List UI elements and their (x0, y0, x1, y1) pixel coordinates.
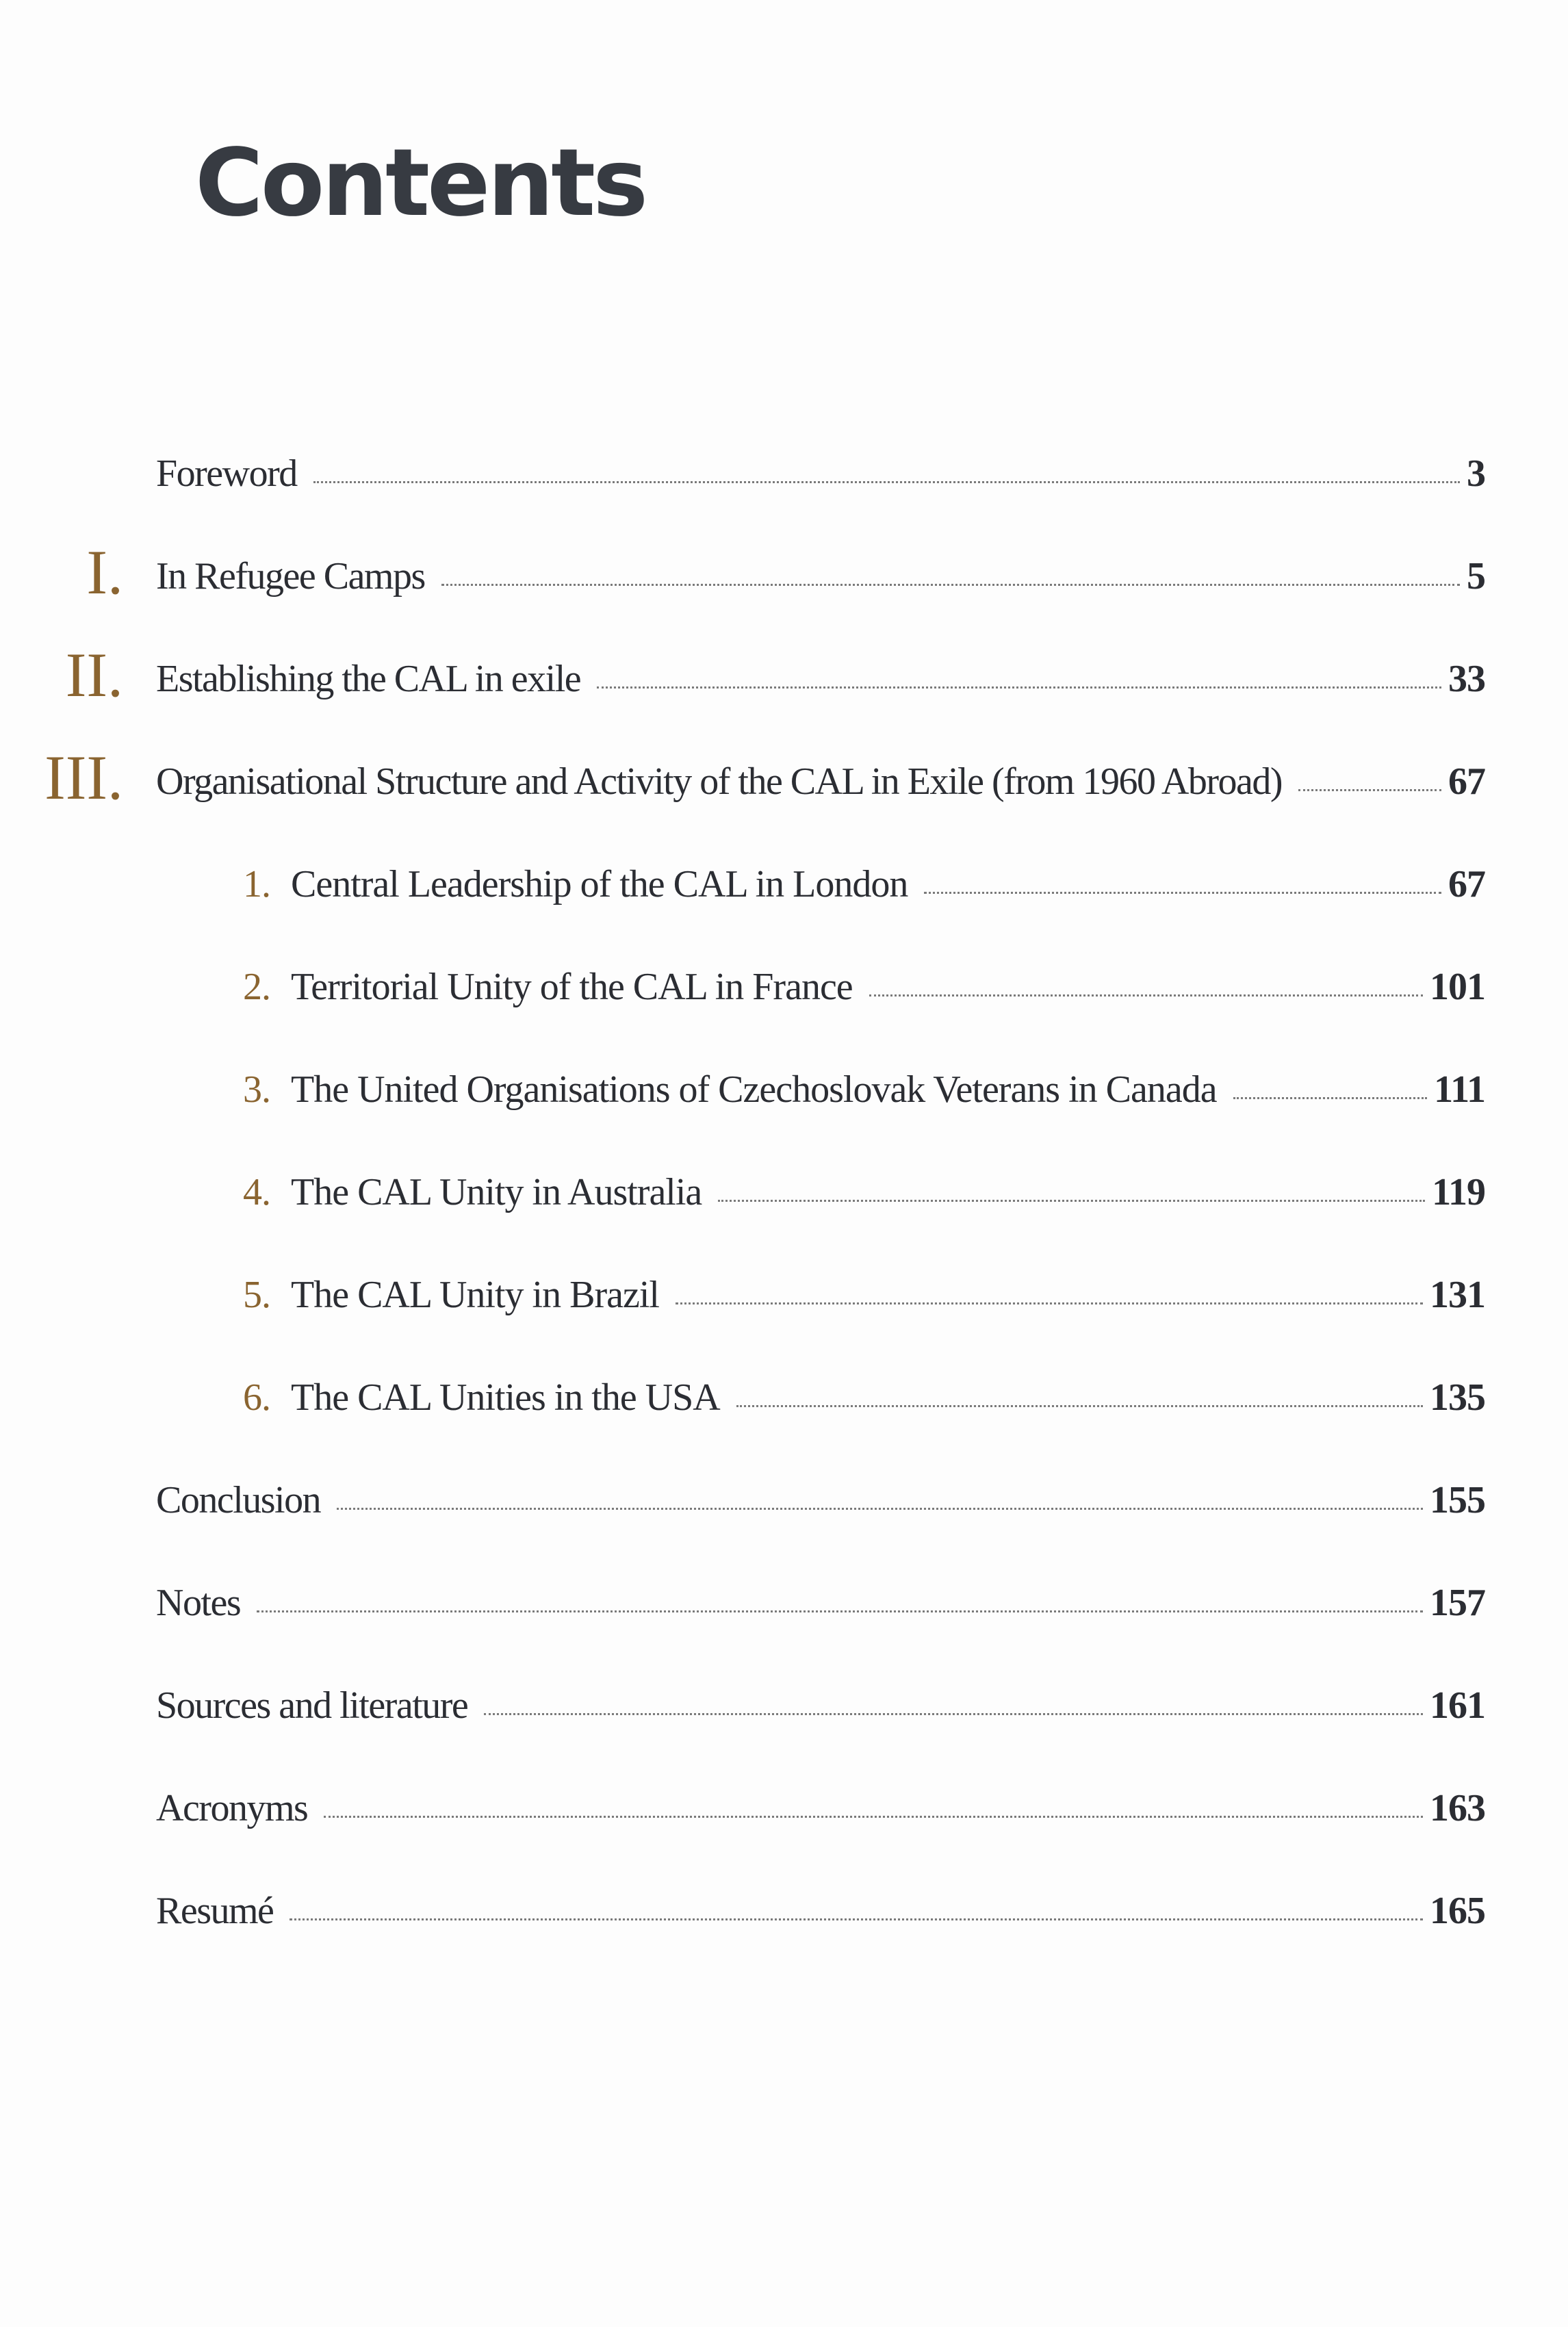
toc-entry-chapter-1[interactable] (156, 554, 1485, 598)
dot-leader (676, 1302, 1423, 1304)
toc-entry-foreword[interactable] (156, 452, 1485, 496)
toc-page-number: 67 (1448, 760, 1485, 803)
dot-leader (597, 686, 1441, 689)
toc-page-number: 3 (1467, 452, 1485, 495)
toc-entry-sources[interactable] (156, 1684, 1485, 1727)
toc-entry-chapter-3[interactable] (156, 760, 1485, 803)
dot-leader (313, 481, 1460, 483)
toc-entry-label: The CAL Unity in Brazil (291, 1274, 659, 1316)
dot-leader (257, 1610, 1423, 1612)
subentry-number: 5. (243, 1274, 270, 1316)
toc-page-number: 101 (1430, 966, 1485, 1008)
toc-entry-label: In Refugee Camps (156, 555, 425, 597)
page-title: Contents (195, 129, 646, 237)
toc-entry-label: Foreword (156, 452, 297, 495)
toc-page-number: 165 (1430, 1890, 1485, 1932)
dot-leader (736, 1405, 1423, 1407)
toc-entry-label: The United Organisations of Czechoslovak Veterans in Canada (291, 1068, 1217, 1111)
subentry-number: 3. (243, 1068, 270, 1111)
toc-page-number: 111 (1434, 1068, 1485, 1111)
toc-entry-label: Notes (156, 1582, 241, 1624)
toc-entry-acronyms[interactable] (156, 1786, 1485, 1830)
subentry-number: 4. (243, 1171, 270, 1213)
toc-entry-conclusion[interactable] (156, 1478, 1485, 1522)
subentry-number: 6. (243, 1376, 270, 1419)
toc-page-number: 157 (1430, 1582, 1485, 1624)
toc-entry-resume[interactable] (156, 1889, 1485, 1933)
chapter-numeral: III. (44, 743, 123, 812)
dot-leader (1298, 789, 1441, 791)
chapter-numeral: II. (65, 640, 123, 710)
toc-subentry-3[interactable] (243, 1068, 1485, 1111)
dot-leader (1233, 1097, 1428, 1099)
toc-entry-label: Sources and literature (156, 1684, 468, 1727)
toc-entry-label: Central Leadership of the CAL in London (291, 863, 908, 905)
toc-entry-label: The CAL Unity in Australia (291, 1171, 702, 1213)
toc-entry-label: Territorial Unity of the CAL in France (291, 966, 853, 1008)
toc-page-number: 155 (1430, 1479, 1485, 1521)
toc-entry-label: The CAL Unities in the USA (291, 1376, 720, 1419)
toc-page-number: 33 (1448, 658, 1485, 700)
toc-entry-chapter-2[interactable] (156, 657, 1485, 701)
subentry-number: 2. (243, 966, 270, 1008)
toc-subentry-1[interactable] (243, 862, 1485, 906)
toc-page-number: 163 (1430, 1787, 1485, 1829)
toc-page-number: 131 (1430, 1274, 1485, 1316)
dot-leader (869, 994, 1423, 997)
toc-subentry-5[interactable] (243, 1273, 1485, 1317)
toc-entry-label: Acronyms (156, 1787, 308, 1829)
chapter-numeral: I. (86, 537, 123, 607)
toc-subentry-6[interactable] (243, 1376, 1485, 1419)
toc-entry-label: Establishing the CAL in exile (156, 658, 581, 700)
dot-leader (324, 1816, 1423, 1818)
toc-page-number: 67 (1448, 863, 1485, 905)
toc-page-number: 135 (1430, 1376, 1485, 1419)
toc-subentry-2[interactable] (243, 965, 1485, 1009)
toc-entry-label: Organisational Structure and Activity of the CAL in Exile (from 1960 Abroad) (156, 760, 1282, 803)
dot-leader (337, 1508, 1423, 1510)
toc-entry-label: Conclusion (156, 1479, 321, 1521)
toc-entry-notes[interactable] (156, 1581, 1485, 1625)
dot-leader (924, 892, 1441, 894)
dot-leader (484, 1713, 1423, 1715)
dot-leader (290, 1918, 1423, 1920)
dot-leader (718, 1200, 1425, 1202)
toc-page-number: 161 (1430, 1684, 1485, 1727)
subentry-number: 1. (243, 863, 270, 905)
toc-page-number: 119 (1432, 1171, 1485, 1213)
toc-entry-label: Resumé (156, 1890, 274, 1932)
toc-subentry-4[interactable] (243, 1170, 1485, 1214)
dot-leader (441, 584, 1460, 586)
toc-page-number: 5 (1467, 555, 1485, 597)
